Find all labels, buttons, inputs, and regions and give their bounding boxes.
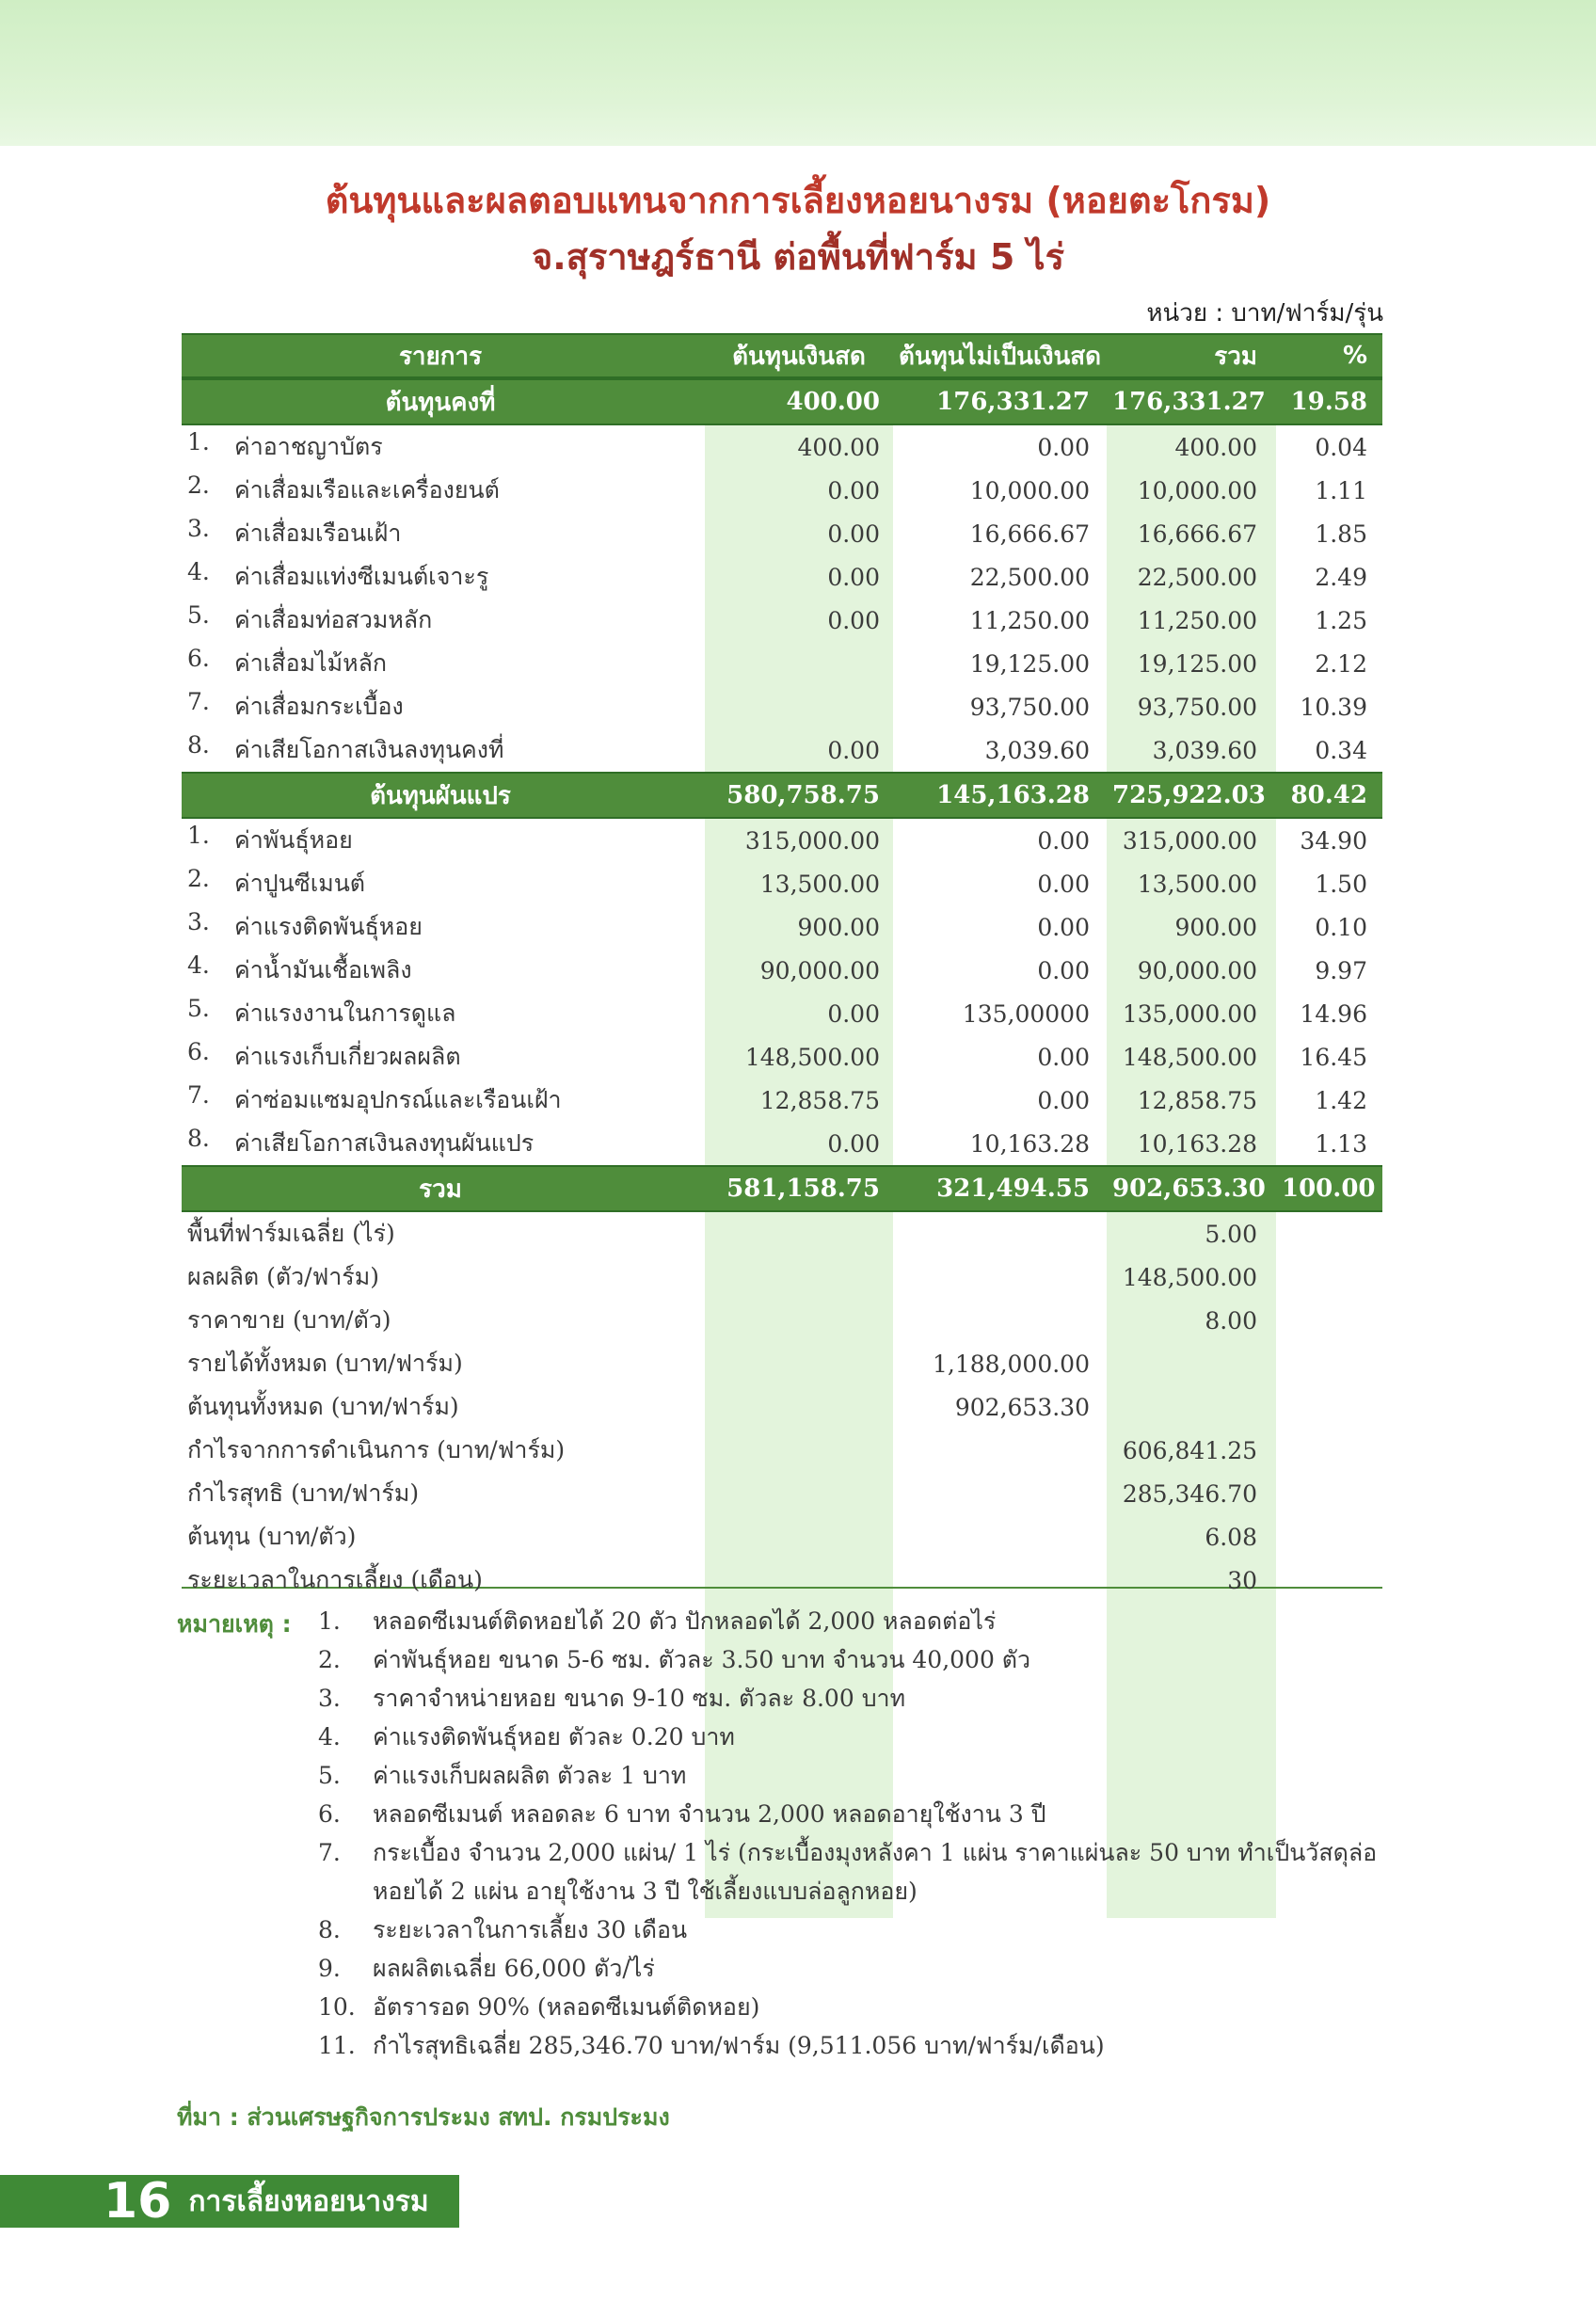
fixed-cost-pct: 0.04 [1315,433,1367,461]
header-item: รายการ [398,342,483,371]
variable-cost-number: 3. [187,908,210,935]
summary-row [182,1255,1382,1299]
variable-cost-item [182,951,705,989]
fixed-cost-rows [182,425,1382,772]
summary-label: ต้นทุนทั้งหมด (บาท/ฟาร์ม) [187,1393,459,1420]
fixed-cost-item [182,688,705,726]
fixed-cost-label: ค่าอาชญาบัตร [234,433,383,460]
variable-cost-row [182,1079,1382,1122]
fixed-cost-pct: 19.58 [1290,388,1367,416]
summary-row [182,1385,1382,1429]
variable-cost-noncash: 0.00 [1037,913,1090,941]
variable-cost-number: 7. [187,1081,210,1109]
variable-cost-total: 10,163.28 [1137,1129,1257,1158]
fixed-cost-noncash: 176,331.27 [936,388,1090,416]
summary-row [182,1559,1382,1602]
variable-cost-noncash: 0.00 [1037,870,1090,898]
summary-row [182,1342,1382,1385]
source-credit: ที่มา : ส่วนเศรษฐกิจการประมง สทป. กรมประมง [177,2103,670,2131]
note-number: 7. [318,1839,341,1866]
summary-item [182,1302,705,1339]
variable-cost-row [182,819,1382,862]
variable-cost-label: ค่าซ่อมแซมอุปกรณ์และเรือนเฝ้า [234,1086,562,1113]
note-text: กำไรสุทธิเฉลี่ย 285,346.70 บาท/ฟาร์ม (9,511.056 บาท/ฟาร์ม/เดือน) [373,2032,1105,2059]
variable-cost-item [182,822,705,859]
summary-item [182,1215,705,1253]
variable-cost-number: 2. [187,865,210,892]
header-noncash: ต้นทุนไม่เป็นเงินสด [899,342,1102,371]
note-text: หลอดซีเมนต์ติดหอยได้ 20 ตัว ปักหลอดได้ 2,000 หลอดต่อไร่ [373,1607,997,1635]
variable-cost-pct: 1.50 [1315,870,1367,898]
summary-item [182,1561,705,1599]
note-item [177,1602,1391,1640]
variable-cost-pct: 1.13 [1315,1129,1367,1158]
summary-label: ต้นทุน (บาท/ตัว) [187,1523,357,1550]
note-text: ผลผลิตเฉลี่ย 66,000 ตัว/ไร่ [373,1955,655,1982]
fixed-cost-total: 176,331.27 [1112,388,1266,416]
fixed-cost-cash: 400.00 [786,388,880,416]
fixed-cost-item [182,472,705,509]
note-text: อัตรารอด 90% (หลอดซีเมนต์ติดหอย) [373,1993,760,2021]
fixed-cost-pct: 10.39 [1300,693,1367,721]
variable-cost-total: 135,000.00 [1122,999,1257,1028]
variable-cost-label: ค่าน้ำมันเชื้อเพลิง [234,956,412,983]
page-title-line2: จ.สุราษฎร์ธานี ต่อพื้นที่ฟาร์ม 5 ไร่ [531,236,1065,278]
page-footer [0,2175,459,2228]
summary-total: 8.00 [1205,1306,1257,1335]
note-number: 4. [318,1723,341,1750]
summary-item [182,1388,705,1426]
summary-total: 606,841.25 [1122,1436,1257,1464]
variable-cost-cash: 148,500.00 [744,1043,880,1071]
fixed-cost-total: 10,000.00 [1137,476,1257,504]
note-item [177,1640,1391,1679]
variable-cost-item [182,1081,705,1119]
variable-cost-noncash: 0.00 [1037,826,1090,855]
variable-cost-noncash: 0.00 [1037,1086,1090,1114]
summary-noncash: 902,653.30 [954,1393,1090,1421]
fixed-cost-number: 1. [187,428,210,456]
variable-cost-cash: 90,000.00 [759,956,880,984]
variable-cost-total: 148,500.00 [1122,1043,1257,1071]
fixed-cost-total: 22,500.00 [1137,563,1257,591]
fixed-cost-total: 400.00 [1174,433,1257,461]
note-number: 10. [318,1993,356,2021]
fixed-cost-label: ค่าเสื่อมกระเบื้อง [234,693,404,720]
fixed-cost-noncash: 10,000.00 [969,476,1090,504]
header-pct: % [1342,342,1367,370]
fixed-cost-subtotal-row [182,378,1382,425]
summary-label: กำไรสุทธิ (บาท/ฟาร์ม) [187,1479,420,1507]
note-number: 9. [318,1955,341,1982]
fixed-cost-cash: 0.00 [827,563,880,591]
variable-cost-total: 90,000.00 [1137,956,1257,984]
variable-cost-noncash: 0.00 [1037,1043,1090,1071]
variable-cost-label: ค่าเสียโอกาสเงินลงทุนผันแปร [234,1129,535,1157]
fixed-cost-row [182,685,1382,728]
fixed-cost-pct: 2.12 [1315,649,1367,678]
fixed-cost-item [182,515,705,552]
summary-total: 30 [1227,1566,1257,1594]
variable-cost-number: 6. [187,1038,210,1065]
fixed-cost-label: ค่าเสื่อมท่อสวมหลัก [234,606,433,633]
note-item [177,2026,1391,2065]
note-number: 5. [318,1762,341,1789]
variable-cost-row [182,992,1382,1035]
cost-table [182,333,1382,1602]
fixed-cost-label: ค่าเสื่อมแท่งซีเมนต์เจาะรู [234,563,489,590]
fixed-cost-total: 11,250.00 [1137,606,1257,634]
note-item [177,1679,1391,1718]
fixed-cost-noncash: 19,125.00 [969,649,1090,678]
fixed-cost-label: ค่าเสื่อมไม้หลัก [234,649,388,677]
summary-label: พื้นที่ฟาร์มเฉลี่ย (ไร่) [187,1220,395,1247]
summary-item [182,1475,705,1512]
variable-cost-cash: 315,000.00 [744,826,880,855]
summary-row [182,1429,1382,1472]
fixed-cost-cash: 0.00 [827,476,880,504]
variable-cost-item [182,1125,705,1162]
variable-cost-cash: 580,758.75 [726,781,880,809]
variable-cost-pct: 9.97 [1315,956,1367,984]
variable-cost-total: 725,922.03 [1112,781,1266,809]
fixed-cost-item [182,645,705,682]
variable-cost-label: ค่าพันธุ์หอย [234,826,353,854]
fixed-cost-number: 2. [187,472,210,499]
grand-total-pct: 100.00 [1282,1175,1376,1203]
header-cash: ต้นทุนเงินสด [732,342,866,371]
fixed-cost-row [182,425,1382,469]
fixed-cost-pct: 1.25 [1315,606,1367,634]
variable-cost-row [182,905,1382,949]
summary-row [182,1472,1382,1515]
fixed-cost-cash: 400.00 [797,433,880,461]
summary-label: กำไรจากการดำเนินการ (บาท/ฟาร์ม) [187,1436,566,1463]
variable-cost-cash: 0.00 [827,999,880,1028]
variable-cost-pct: 14.96 [1300,999,1367,1028]
fixed-cost-number: 3. [187,515,210,542]
fixed-cost-total: 3,039.60 [1152,736,1257,764]
top-band [0,0,1596,146]
notes-label: หมายเหตุ : [177,1610,292,1638]
notes-section [177,1602,1391,2065]
fixed-cost-number: 7. [187,688,210,715]
summary-noncash: 1,188,000.00 [933,1350,1090,1378]
book-title: การเลี้ยงหอยนางรม [188,2184,429,2218]
note-number: 8. [318,1916,341,1943]
fixed-cost-row [182,555,1382,599]
variable-cost-item [182,995,705,1032]
summary-total: 5.00 [1205,1220,1257,1248]
summary-label: ราคาขาย (บาท/ตัว) [187,1306,391,1334]
variable-cost-subtotal-row [182,772,1382,819]
variable-cost-pct: 16.45 [1300,1043,1367,1071]
fixed-cost-pct: 1.11 [1315,476,1367,504]
variable-cost-total: 315,000.00 [1122,826,1257,855]
variable-cost-total: 900.00 [1174,913,1257,941]
fixed-cost-total: 19,125.00 [1137,649,1257,678]
variable-cost-noncash: 145,163.28 [936,781,1090,809]
variable-cost-item [182,1038,705,1076]
variable-cost-total: 13,500.00 [1137,870,1257,898]
variable-cost-noncash: 0.00 [1037,956,1090,984]
variable-cost-label: ต้นทุนผันแปร [370,781,511,810]
unit-label: หน่วย : บาท/ฟาร์ม/รุ่น [1146,299,1383,328]
variable-cost-pct: 1.42 [1315,1086,1367,1114]
variable-cost-noncash: 135,00000 [962,999,1090,1028]
note-number: 3. [318,1685,341,1712]
note-item [177,1795,1391,1833]
summary-label: ผลผลิต (ตัว/ฟาร์ม) [187,1263,379,1290]
variable-cost-row [182,862,1382,905]
fixed-cost-noncash: 3,039.60 [984,736,1090,764]
note-item [177,1910,1391,1949]
fixed-cost-item [182,731,705,769]
table-header-row [182,333,1382,378]
fixed-cost-label: ค่าเสียโอกาสเงินลงทุนคงที่ [234,736,504,763]
variable-cost-row [182,1035,1382,1079]
summary-item [182,1518,705,1556]
header-total: รวม [1214,342,1257,371]
variable-cost-noncash: 10,163.28 [969,1129,1090,1158]
note-text: ค่าแรงเก็บผลผลิต ตัวละ 1 บาท [373,1762,687,1789]
fixed-cost-noncash: 11,250.00 [969,606,1090,634]
summary-label: ระยะเวลาในการเลี้ยง (เดือน) [187,1566,483,1593]
fixed-cost-row [182,469,1382,512]
note-number: 6. [318,1800,341,1828]
fixed-cost-row [182,728,1382,772]
note-item [177,1756,1391,1795]
fixed-cost-item [182,428,705,466]
fixed-cost-total: 93,750.00 [1137,693,1257,721]
fixed-cost-cash: 0.00 [827,606,880,634]
fixed-cost-item [182,558,705,596]
fixed-cost-total: 16,666.67 [1137,520,1257,548]
variable-cost-label: ค่าแรงติดพันธุ์หอย [234,913,423,940]
note-item [177,1833,1391,1910]
variable-cost-cash: 12,858.75 [759,1086,880,1114]
variable-cost-rows [182,819,1382,1165]
summary-row [182,1299,1382,1342]
variable-cost-number: 1. [187,822,210,849]
note-item [177,1988,1391,2026]
variable-cost-cash: 13,500.00 [759,870,880,898]
summary-row [182,1515,1382,1559]
variable-cost-label: ค่าแรงงานในการดูแล [234,999,456,1027]
fixed-cost-label: ต้นทุนคงที่ [385,388,496,417]
grand-total-cash: 581,158.75 [726,1175,880,1203]
variable-cost-item [182,865,705,903]
note-number: 2. [318,1646,341,1673]
variable-cost-total: 12,858.75 [1137,1086,1257,1114]
page-number: 16 [104,2173,172,2230]
note-text: ระยะเวลาในการเลี้ยง 30 เดือน [373,1916,688,1943]
fixed-cost-number: 6. [187,645,210,672]
variable-cost-label: ค่าแรงเก็บเกี่ยวผลผลิต [234,1043,461,1070]
notes-list [177,1602,1391,2065]
grand-total-noncash: 321,494.55 [936,1175,1090,1203]
fixed-cost-number: 5. [187,601,210,629]
grand-total-row [182,1165,1382,1212]
grand-total-total: 902,653.30 [1112,1175,1266,1203]
summary-item [182,1345,705,1383]
variable-cost-item [182,908,705,946]
note-item [177,1718,1391,1756]
fixed-cost-noncash: 0.00 [1037,433,1090,461]
fixed-cost-label: ค่าเสื่อมเรือและเครื่องยนต์ [234,476,500,504]
variable-cost-pct: 34.90 [1300,826,1367,855]
fixed-cost-pct: 0.34 [1315,736,1367,764]
note-number: 1. [318,1607,341,1635]
summary-item [182,1431,705,1469]
summary-rows [182,1212,1382,1602]
variable-cost-pct: 80.42 [1290,781,1367,809]
fixed-cost-noncash: 16,666.67 [969,520,1090,548]
fixed-cost-pct: 1.85 [1315,520,1367,548]
variable-cost-pct: 0.10 [1315,913,1367,941]
note-text: ค่าพันธุ์หอย ขนาด 5-6 ซม. ตัวละ 3.50 บาท จำนวน 40,000 ตัว [373,1646,1031,1673]
variable-cost-row [182,949,1382,992]
variable-cost-cash: 900.00 [797,913,880,941]
fixed-cost-pct: 2.49 [1315,563,1367,591]
note-item [177,1949,1391,1988]
fixed-cost-row [182,512,1382,555]
note-number: 11. [318,2032,356,2059]
summary-total: 285,346.70 [1122,1479,1257,1508]
variable-cost-number: 5. [187,995,210,1022]
fixed-cost-noncash: 22,500.00 [969,563,1090,591]
page-title-line1: ต้นทุนและผลตอบแทนจากการเลี้ยงหอยนางรม (หอยตะโกรม) [325,180,1271,221]
summary-item [182,1258,705,1296]
grand-total-label: รวม [419,1175,462,1204]
fixed-cost-label: ค่าเสื่อมเรือนเฝ้า [234,520,402,547]
variable-cost-label: ค่าปูนซีเมนต์ [234,870,366,897]
note-text: ราคาจำหน่ายหอย ขนาด 9-10 ซม. ตัวละ 8.00 บาท [373,1685,906,1712]
summary-label: รายได้ทั้งหมด (บาท/ฟาร์ม) [187,1350,463,1377]
fixed-cost-row [182,599,1382,642]
note-text: หลอดซีเมนต์ หลอดละ 6 บาท จำนวน 2,000 หลอดอายุใช้งาน 3 ปี [373,1800,1046,1828]
fixed-cost-item [182,601,705,639]
variable-cost-cash: 0.00 [827,1129,880,1158]
variable-cost-row [182,1122,1382,1165]
note-text: กระเบื้อง จำนวน 2,000 แผ่น/ 1 ไร่ (กระเบื้องมุงหลังคา 1 แผ่น ราคาแผ่นละ 50 บาท ทำเป็นวัสดุล่อหอยได้ 2 แผ่น อายุใช้งาน 3 ปี ใช้เลี้ยงแบบล่อลูกหอย) [373,1839,1378,1905]
variable-cost-number: 8. [187,1125,210,1152]
summary-total: 6.08 [1205,1523,1257,1551]
summary-row [182,1212,1382,1255]
fixed-cost-row [182,642,1382,685]
fixed-cost-number: 4. [187,558,210,585]
fixed-cost-cash: 0.00 [827,520,880,548]
fixed-cost-noncash: 93,750.00 [969,693,1090,721]
fixed-cost-cash: 0.00 [827,736,880,764]
summary-total: 148,500.00 [1122,1263,1257,1291]
note-text: ค่าแรงติดพันธุ์หอย ตัวละ 0.20 บาท [373,1723,735,1750]
fixed-cost-number: 8. [187,731,210,759]
variable-cost-number: 4. [187,951,210,979]
